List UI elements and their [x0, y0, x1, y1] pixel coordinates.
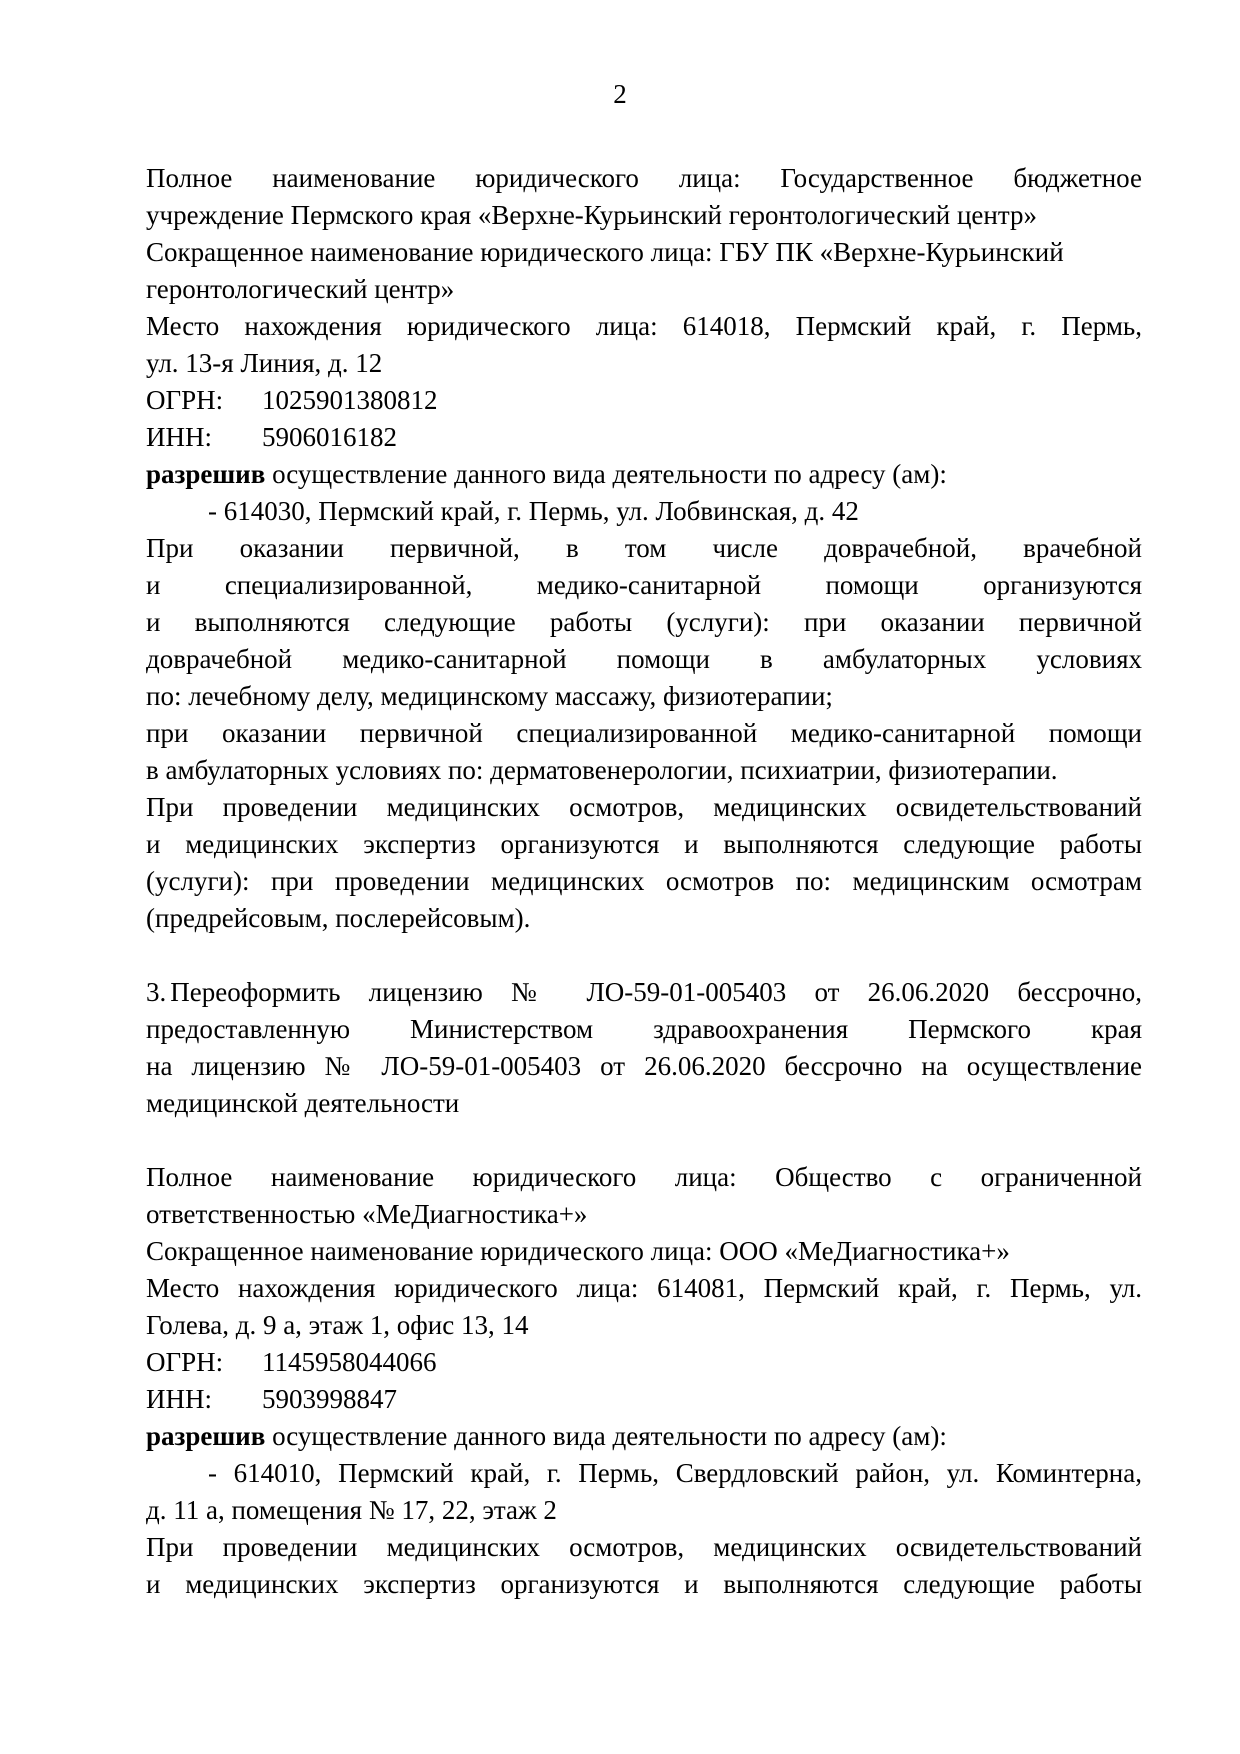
section-a [146, 160, 1142, 937]
short-name-line: геронтологический центр» [146, 274, 455, 304]
permit-text: осуществление данного вида деятельности по адресу (ам): [265, 459, 947, 489]
short-name-line: Сокращенное наименование юридического лица: ГБУ ПК «Верхне-Курьинский [146, 237, 1064, 267]
item-3 [146, 974, 1142, 1122]
location-line: ул. 13-я Линия, д. 12 [146, 348, 383, 378]
permit-line [146, 456, 1142, 493]
inn-row [146, 419, 1142, 456]
ogrn-row [146, 1344, 1142, 1381]
services-line: доврачебной медико-санитарной помощи в амбулаторных условиях [146, 644, 1142, 674]
services-line: и выполняются следующие работы (услуги): при оказании первичной [146, 607, 1142, 637]
services-line: в амбулаторных условиях по: дерматовенерологии, психиатрии, физиотерапии. [146, 755, 1058, 785]
inn-row [146, 1381, 1142, 1418]
full-name-line: учреждение Пермского края «Верхне-Курьинский геронтологический центр» [146, 200, 1037, 230]
item-3-number: 3. [146, 977, 167, 1007]
item-3-line [146, 974, 1142, 1011]
services-line: и медицинских экспертиз организуются и выполняются следующие работы [146, 1569, 1142, 1599]
spacer [146, 937, 1142, 974]
services-line: при оказании первичной специализированной медико-санитарной помощи [146, 718, 1142, 748]
inn-value: 5906016182 [262, 422, 397, 452]
services-line: При проведении медицинских осмотров, медицинских освидетельствований [146, 792, 1142, 822]
permit-keyword: разрешив [146, 459, 266, 489]
full-name-line: Полное наименование юридического лица: Общество с ограниченной [146, 1162, 1142, 1192]
permit-line [146, 1418, 1142, 1455]
ogrn-label: ОГРН: [146, 1347, 224, 1377]
address-line: д. 11 а, помещения № 17, 22, этаж 2 [146, 1495, 557, 1525]
ogrn-label: ОГРН: [146, 385, 224, 415]
location-line: Место нахождения юридического лица: 614081, Пермский край, г. Пермь, ул. [146, 1273, 1142, 1303]
inn-label: ИНН: [146, 422, 212, 452]
services-line: (услуги): при проведении медицинских осмотров по: медицинским осмотрам [146, 866, 1142, 896]
location-line: Голева, д. 9 а, этаж 1, офис 13, 14 [146, 1310, 529, 1340]
inn-label: ИНН: [146, 1384, 212, 1414]
permit-text: осуществление данного вида деятельности по адресу (ам): [265, 1421, 947, 1451]
short-name-line: Сокращенное наименование юридического лица: ООО «МеДиагностика+» [146, 1236, 1010, 1266]
item-3-line: на лицензию № ЛО-59-01-005403 от 26.06.2020 бессрочно на осуществление [146, 1051, 1142, 1081]
full-name-line: ответственностью «МеДиагностика+» [146, 1199, 588, 1229]
services-line: (предрейсовым, послерейсовым). [146, 903, 531, 933]
item-3-line: предоставленную Министерством здравоохранения Пермского края [146, 1014, 1142, 1044]
services-line: При проведении медицинских осмотров, медицинских освидетельствований [146, 1532, 1142, 1562]
item-3-text: Переоформить лицензию № ЛО-59-01-005403 от 26.06.2020 бессрочно, [170, 977, 1142, 1007]
services-line: При оказании первичной, в том числе доврачебной, врачебной [146, 533, 1142, 563]
document-body [146, 160, 1142, 1603]
ogrn-value: 1145958044066 [262, 1347, 437, 1377]
address-line: - 614030, Пермский край, г. Пермь, ул. Лобвинская, д. 42 [208, 496, 859, 526]
ogrn-row [146, 382, 1142, 419]
location-line: Место нахождения юридического лица: 614018, Пермский край, г. Пермь, [146, 311, 1142, 341]
item-3-line: медицинской деятельности [146, 1088, 460, 1118]
permit-keyword: разрешив [146, 1421, 266, 1451]
services-line: и специализированной, медико-санитарной помощи организуются [146, 570, 1142, 600]
services-line: и медицинских экспертиз организуются и выполняются следующие работы [146, 829, 1142, 859]
full-name-line: Полное наименование юридического лица: Государственное бюджетное [146, 163, 1142, 193]
page-number: 2 [613, 79, 627, 109]
spacer [146, 1122, 1142, 1159]
inn-value: 5903998847 [262, 1384, 397, 1414]
address-line: - 614010, Пермский край, г. Пермь, Свердловский район, ул. Коминтерна, [208, 1458, 1142, 1488]
section-b [146, 1159, 1142, 1603]
ogrn-value: 1025901380812 [262, 385, 438, 415]
services-line: по: лечебному делу, медицинскому массажу, физиотерапии; [146, 681, 833, 711]
